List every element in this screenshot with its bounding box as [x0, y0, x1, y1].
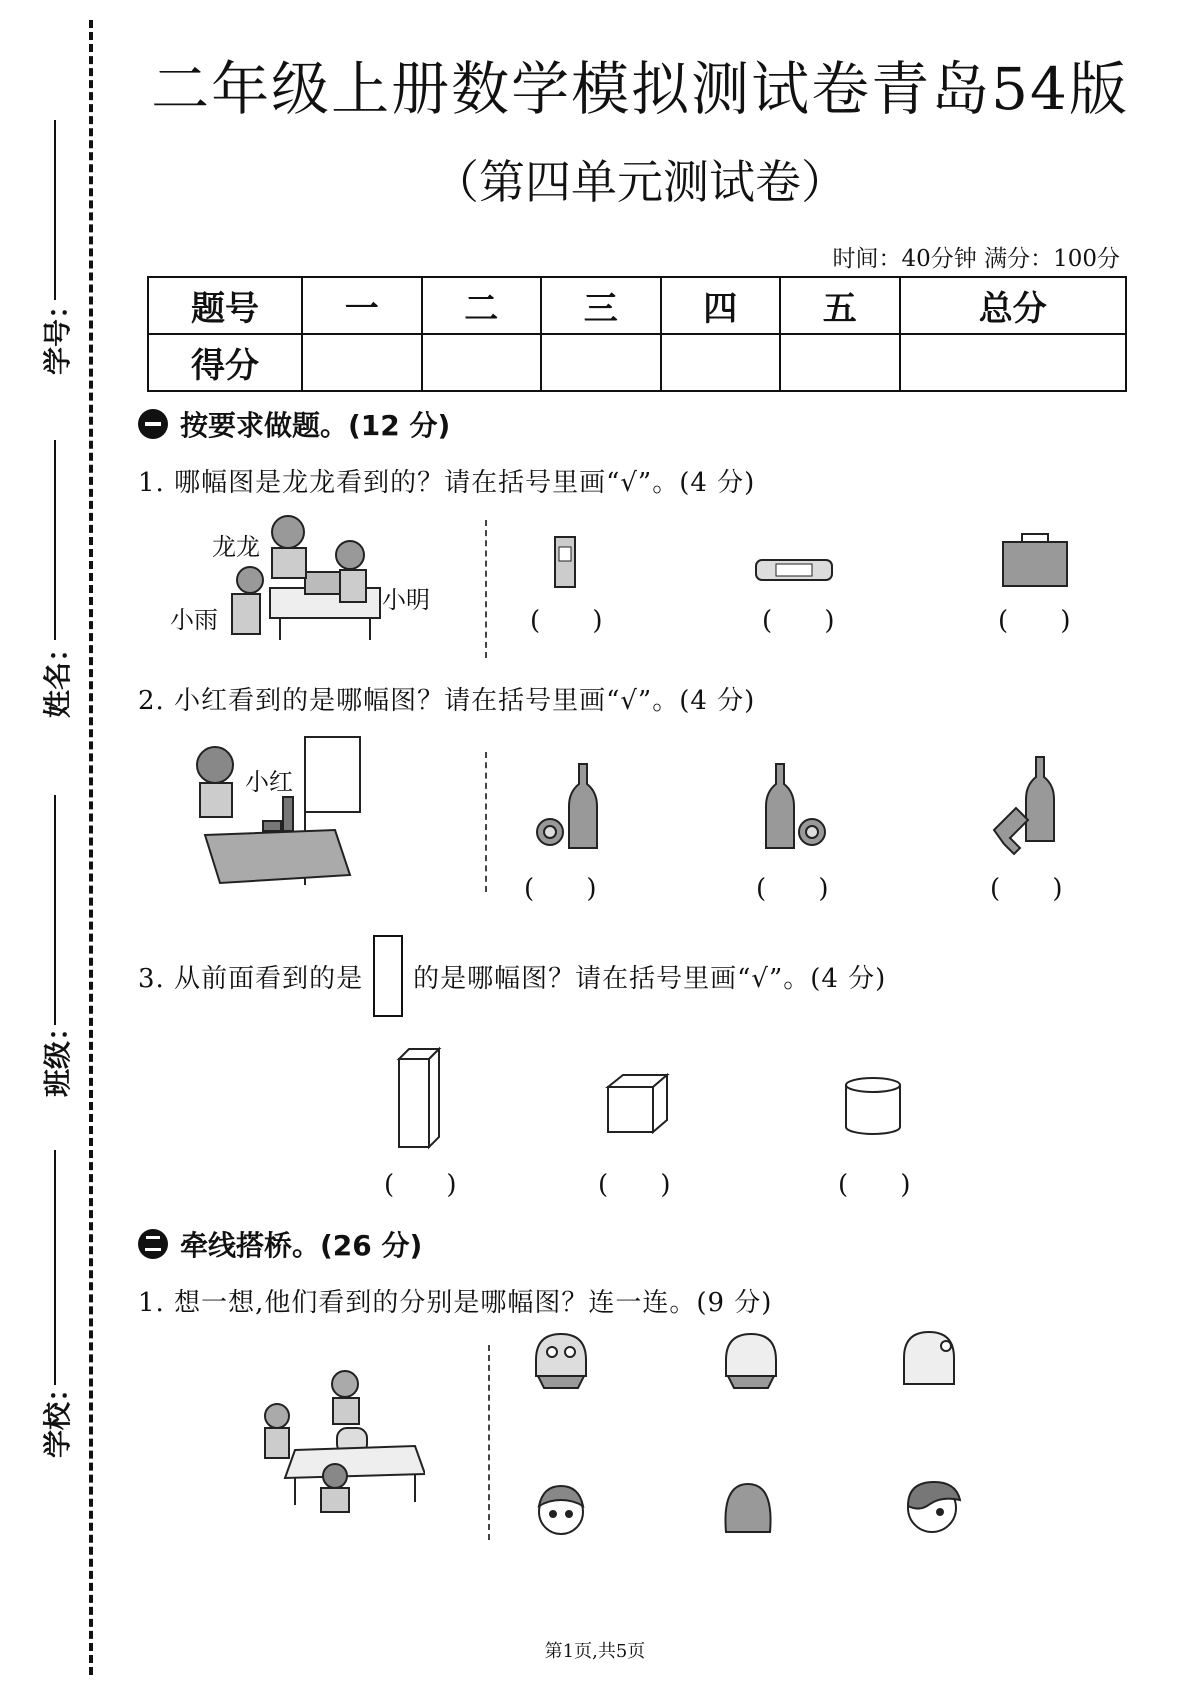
answer-paren-1-3-a[interactable]: ( ) [384, 1170, 479, 1200]
question-1-3-text-after: 的是哪幅图？请在括号里画“√”。(4 分) [413, 963, 887, 994]
name-underline [54, 440, 56, 640]
child-face-side [900, 1478, 962, 1538]
robot-back-view [722, 1330, 780, 1392]
divider [488, 1345, 490, 1540]
score-cell[interactable] [900, 334, 1127, 391]
section-2-heading [138, 1224, 422, 1264]
score-header-cell: 三 [541, 277, 661, 334]
score-header-cell: 一 [302, 277, 422, 334]
score-cell[interactable] [422, 334, 542, 391]
question-1-3-text-before: 3. 从前面看到的是 [138, 963, 364, 994]
page-title: 二年级上册数学模拟测试卷青岛54版 [151, 55, 1129, 123]
student-id-label: 学号： [41, 290, 74, 375]
answer-paren-1-2-b[interactable]: ( ) [756, 874, 851, 904]
q2-1-scene-illustration [255, 1370, 425, 1515]
answer-paren-1-2-c[interactable]: ( ) [990, 874, 1085, 904]
child-face-front [533, 1482, 589, 1538]
school-field[interactable] [38, 1150, 78, 1470]
divider [485, 752, 487, 892]
option-tall-prism [395, 1045, 445, 1150]
label-longlong: 龙龙 [212, 533, 260, 561]
score-table-score-row [148, 334, 1126, 391]
option-bottle-view-b [762, 762, 832, 852]
question-1-2: 2. 小红看到的是哪幅图？请在括号里画“√”。(4 分) [138, 686, 756, 716]
robot-front-view [532, 1330, 590, 1392]
name-label: 姓名： [41, 633, 74, 718]
student-id-field[interactable] [38, 120, 78, 380]
option-camera-top-view [754, 555, 834, 585]
answer-paren-1-1-a[interactable]: ( ) [530, 606, 625, 636]
score-cell[interactable] [541, 334, 661, 391]
score-table-header-row [148, 277, 1126, 334]
score-header-cell: 二 [422, 277, 542, 334]
school-underline [54, 1150, 56, 1385]
time-score-info: 时间：40分钟 满分：100分 [832, 246, 1120, 272]
page-footer: 第1页,共5页 [544, 1641, 646, 1662]
score-header-cell: 总分 [900, 277, 1127, 334]
section-1-heading [138, 404, 450, 444]
robot-side-view [900, 1328, 958, 1392]
class-field[interactable] [38, 795, 78, 1115]
child-head-back [720, 1480, 776, 1540]
section-2-heading-text: 牵线搭桥。(26 分) [180, 1229, 423, 1262]
score-cell[interactable] [661, 334, 781, 391]
school-label: 学校： [41, 1373, 74, 1458]
option-bottle-view-c [990, 755, 1065, 865]
label-xiaohong: 小红 [245, 768, 293, 796]
score-cell[interactable] [780, 334, 900, 391]
front-view-rectangle-icon [373, 935, 403, 1017]
class-underline [54, 795, 56, 1025]
question-2-1: 1. 想一想,他们看到的分别是哪幅图？连一连。(9 分) [138, 1288, 773, 1318]
score-header-cell: 四 [661, 277, 781, 334]
answer-paren-1-3-b[interactable]: ( ) [598, 1170, 693, 1200]
answer-paren-1-3-c[interactable]: ( ) [838, 1170, 933, 1200]
class-label: 班级： [41, 1012, 74, 1097]
score-cell[interactable] [302, 334, 422, 391]
question-1-1: 1. 哪幅图是龙龙看到的？请在括号里画“√”。(4 分) [138, 468, 756, 498]
label-xiaoyu: 小雨 [170, 606, 218, 634]
score-header-cell: 题号 [148, 277, 302, 334]
answer-paren-1-2-a[interactable]: ( ) [524, 874, 619, 904]
option-bottle-view-a [535, 762, 605, 852]
option-cylinder [842, 1075, 904, 1137]
section-2-number-icon [138, 1229, 168, 1259]
student-id-underline [54, 120, 56, 300]
question-1-3 [138, 935, 886, 1017]
answer-paren-1-1-c[interactable]: ( ) [998, 606, 1093, 636]
name-field[interactable] [38, 440, 78, 740]
section-1-number-icon [138, 409, 168, 439]
page-subtitle: （第四单元测试卷） [433, 155, 847, 209]
divider [485, 520, 487, 658]
section-1-heading-text: 按要求做题。(12 分) [180, 409, 451, 442]
option-camera-side-view [550, 535, 580, 590]
option-cube [605, 1072, 670, 1134]
score-row-label: 得分 [148, 334, 302, 391]
binding-dashed-line [89, 20, 93, 1675]
q2-scene-illustration [185, 735, 375, 900]
option-camera-back-view [1000, 530, 1070, 590]
label-xiaoming: 小明 [382, 586, 430, 614]
answer-paren-1-1-b[interactable]: ( ) [762, 606, 857, 636]
score-header-cell: 五 [780, 277, 900, 334]
score-table [147, 276, 1127, 392]
